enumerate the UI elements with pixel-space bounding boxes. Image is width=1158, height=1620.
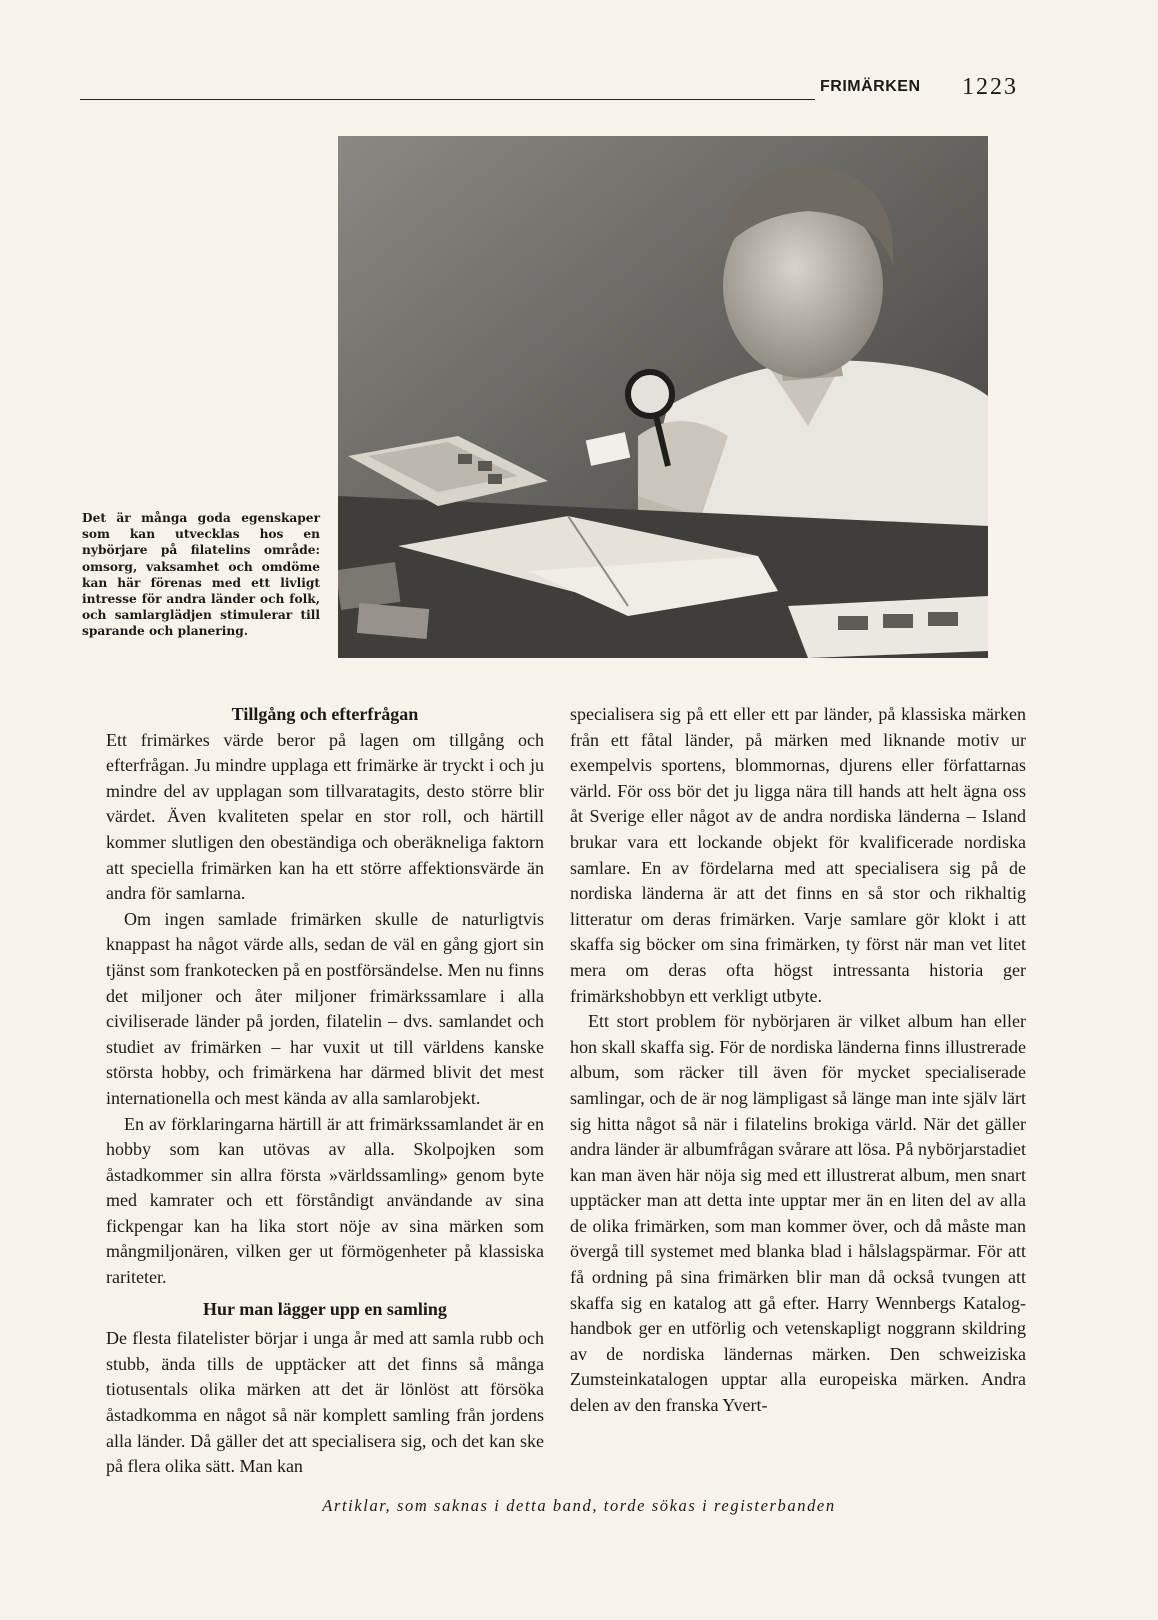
footer-note: Artiklar, som saknas i detta band, torde sökas i registerbanden	[322, 1496, 836, 1515]
page-number: 1223	[962, 74, 1018, 100]
header-rule	[80, 99, 815, 100]
paragraph: En av förklaringarna härtill är att frimärkssamlandet är en hobby som kan utövas av alla. Skolpojken som åstadkommer sin allra första »världssamling» genom byte med kamrater och ett förståndigt användande av sina fickpengar kan ha lika stort nöje av sina märken som mångmiljonären, vilken ger ut förmögenheter på klassiska rariteter.	[106, 1113, 544, 1288]
photo-illustration	[338, 136, 988, 658]
paragraph: De flesta filatelister börjar i unga år med att samla rubb och stubb, ända tills de upptäcker att det finns så många tiotusentals olika märken att det är lönlöst att försöka åstadkomma en något så när komplett samling från jordens alla länder. Då gäller det att specialisera sig, och det kan ske på flera olika sätt. Man kan	[106, 1328, 544, 1477]
paragraph: specialisera sig på ett eller ett par länder, på klassiska märken från ett fåtal länder, på märken med liknande motiv ur exempelvis sportens, blommornas, djurens eller författarnas värld. För oss bör det ju ligga nära till hands att helt ägna oss åt Sverige eller något av de andra nordiska länderna – Island brukar vara ett lockande objekt för kvalificerade nordiska samlare. En av fördelarna med att specialisera sig på de nordiska länderna är att det finns en så stor och rikhaltig litteratur om deras frimärken. Varje samlare gör klokt i att skaffa sig böcker om sina frimärken, ty först när man vet litet mera om deras ofta högst intressanta historia ger frimärkshobbyn ett verkligt utbyte.	[570, 704, 1026, 1006]
section-heading-building-collection: Hur man lägger upp en samling	[203, 1298, 447, 1319]
section-heading-supply-demand: Tillgång och efterfrågan	[231, 704, 419, 724]
photo-caption: Det är många goda egenskaper som kan utvecklas hos en nybörjare på filatelins område: omsorg, vaksamhet och omdöme kan här förenas med ett livligt intresse för andra länder och folk, och samlarglädjen stimulerar till sparande och planering.	[82, 511, 320, 639]
running-head: FRIMÄRKEN	[820, 78, 921, 95]
article-right-column	[570, 702, 1026, 1419]
photo-boy-with-magnifying-glass	[338, 136, 988, 658]
paragraph: Ett stort problem för nybörjaren är vilket album han eller hon skall skaffa sig. För de nordiska länderna finns illustrerade album, som räcker till även för mycket specialiserade samlingar, och de är nog lämpligast så länge man inte själv lärt sig hitta något så när i filatelins brokiga värld. När det gäller andra länder är albumfrågan svårare att lösa. På nybörjarstadiet kan man även här nöja sig med ett illustrerat album, men snart upptäcker man att detta inte upptar mer än en liten del av alla de olika frimärken, som man kommer över, och då måste man övergå till systemet med blanka blad i hålslagspärmar. För att få ordning på sina frimärken blir man då också tvungen att skaffa sig en katalog att gå efter. Harry Wennbergs Katalog-handbok ger en utförlig och vetenskapligt noggrann skildring av de nordiska ländernas märken. Den schweiziska Zumsteinkatalogen upptar alla europeiska märken. Andra delen av den franska Yvert-	[570, 1011, 1026, 1416]
paragraph: Ett frimärkes värde beror på lagen om tillgång och efterfrågan. Ju mindre upplaga ett frimärke är tryckt i och ju mindre del av upplagan som tillvaratagits, desto större blir värdet. Även kvaliteten spelar en stor roll, och härtill kommer slutligen den obeständiga och oberäkneliga faktorn att speciella frimärken kan ha ett större affektionsvärde än andra för samlarna.	[106, 729, 544, 904]
article-left-column	[106, 702, 544, 1480]
paragraph: Om ingen samlade frimärken skulle de naturligtvis knappast ha något värde alls, sedan de väl en gång gjort sin tjänst som frankotecken på en postförsändelse. Men nu finns det miljoner och åter miljoner frimärkssamlare i alla civiliserade länder på jorden, filatelin – dvs. samlandet och studiet av frimärken – har vuxit ut till världens kanske största hobby, och frimärkena har därmed blivit det mest internationella och mest kända av alla samlarobjekt.	[106, 908, 544, 1108]
